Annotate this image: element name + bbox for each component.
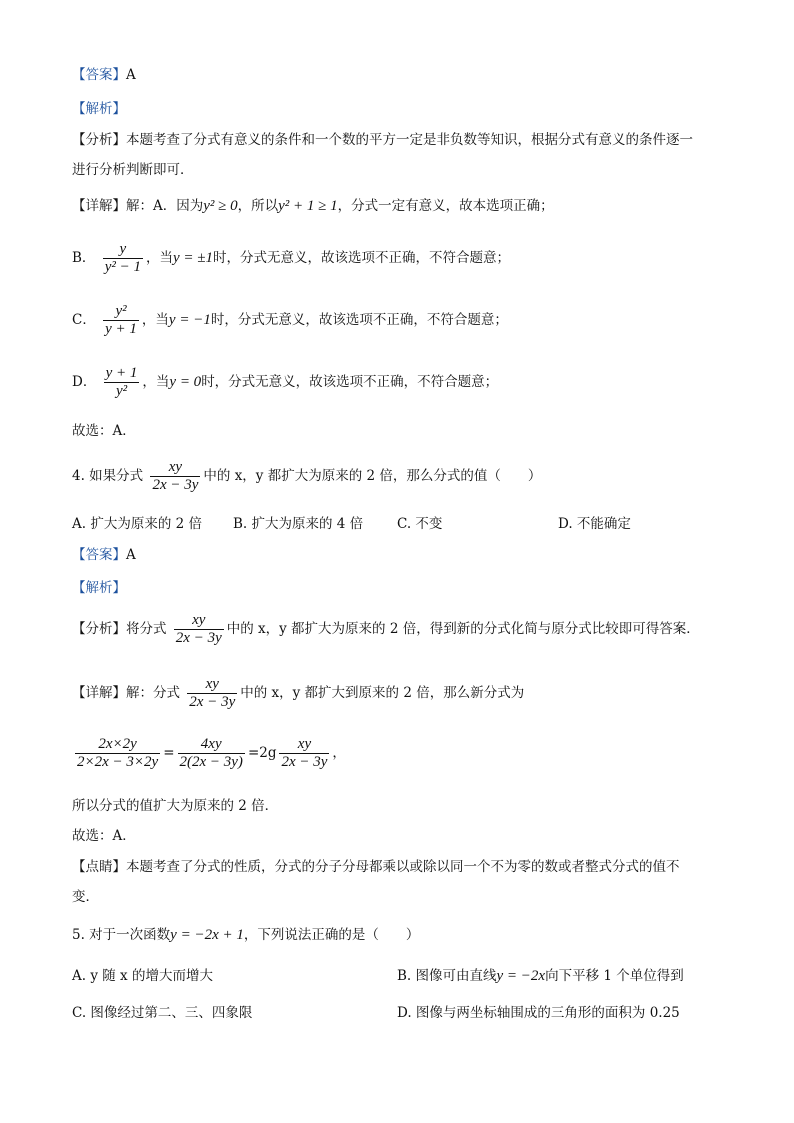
option-text: 时，分式无意义，故该选项不正确，不符合题意； [210, 312, 508, 328]
math-expr: y = −1 [168, 312, 211, 328]
fraction-numerator: 4xy [200, 736, 222, 752]
q3-option-d [72, 365, 498, 400]
fraction-denominator: y² − 1 [104, 259, 141, 275]
punctuation: ， [332, 745, 346, 761]
q3-fenxi-line1 [72, 130, 693, 150]
q4-equation [72, 736, 346, 771]
option-text: 时，分式无意义，故该选项不正确，不符合题意； [213, 250, 511, 266]
q5-option-d: D. 图像与两坐标轴围成的三角形的面积为 0.25 [397, 1005, 680, 1021]
math-expr: y = −2x + 1 [170, 927, 244, 943]
fenxi-text: 中的 x，y 都扩大为原来的 2 倍，得到新的分式化简与原分式比较即可得答案． [226, 621, 700, 637]
fraction [103, 241, 143, 276]
math-expr: y = −2x [496, 968, 546, 984]
fenxi-text-cont: 进行分析判断即可． [72, 162, 194, 178]
q4-option-b: B. 扩大为原来的 4 倍 [233, 516, 364, 532]
fraction [150, 459, 200, 494]
fraction [103, 303, 139, 338]
fraction-numerator: xy [297, 736, 312, 752]
option-text: 向下平移 1 个单位得到 [545, 968, 684, 984]
xiangjie-text: ，所以 [237, 198, 279, 214]
analysis-tag: 【解析】 [72, 101, 126, 117]
dianjing-tag: 【点睛】 [72, 859, 126, 875]
option-text: ，当 [142, 374, 170, 390]
math-expr: y² + 1 ≥ 1 [278, 198, 338, 214]
q3-option-c [72, 303, 508, 338]
fraction [75, 736, 160, 771]
q5-option-b [397, 966, 684, 986]
fraction [178, 736, 245, 771]
q4-dianjing-line1 [72, 857, 680, 877]
q3-choose [72, 421, 136, 441]
fraction-denominator: 2x − 3y [175, 630, 222, 646]
q3-analysis-line [72, 99, 126, 119]
analysis-tag: 【解析】 [72, 580, 126, 596]
q5-option-a: A. y 随 x 的增大而增大 [72, 968, 213, 984]
xiangjie-text: 中的 x，y 都扩大到原来的 2 倍，那么新分式为 [240, 685, 525, 701]
q3-xiangjie-line [72, 196, 554, 216]
math-expr: y² ≥ 0 [203, 198, 238, 214]
fraction-numerator: 2x×2y [98, 736, 137, 752]
fraction [187, 676, 237, 711]
fenxi-text: 本题考查了分式有意义的条件和一个数的平方一定是非负数等知识，根据分式有意义的条件逐一 [126, 132, 693, 148]
equals-sign: =2g [247, 745, 277, 761]
q4-option-a: A. 扩大为原来的 2 倍 [72, 516, 203, 532]
question-text: 中的 x，y 都扩大为原来的 2 倍，那么分式的值（ ） [203, 468, 542, 484]
q3-answer-line [72, 65, 136, 85]
option-text: ，当 [141, 312, 169, 328]
q4-stem [72, 459, 541, 494]
question-text: 5. 对于一次函数 [72, 927, 171, 943]
option-text: 时，分式无意义，故该选项不正确，不符合题意； [201, 374, 499, 390]
q4-fenxi-line [72, 612, 700, 647]
math-expr: y = ±1 [173, 250, 214, 266]
fraction-denominator: 2x − 3y [189, 694, 236, 710]
option-label: C． [72, 312, 96, 328]
xiangjie-tag: 【详解】 [72, 685, 126, 701]
fraction-numerator: xy [205, 676, 219, 692]
dianjing-text: 本题考查了分式的性质，分式的分子分母都乘以或除以同一个不为零的数或者整式分式的值不 [126, 859, 680, 875]
choose-text: 故选：A． [72, 423, 136, 439]
q4-option-c: C. 不变 [397, 516, 443, 532]
answer-tag: 【答案】 [72, 67, 126, 83]
fenxi-tag: 【分析】 [72, 621, 126, 637]
fraction-denominator: 2×2x − 3×2y [77, 754, 159, 770]
q5-stem [72, 925, 419, 945]
fenxi-tag: 【分析】 [72, 132, 126, 148]
fraction [104, 365, 140, 400]
fenxi-text: 将分式 [126, 621, 167, 637]
xiangjie-text: ，分式一定有意义，故本选项正确； [337, 198, 554, 214]
xiangjie-text: 解：A．因为 [126, 198, 204, 214]
q4-dianjing-line2: 变． [72, 889, 99, 905]
fraction-numerator: y [119, 241, 127, 257]
fraction-denominator: y² [104, 382, 140, 400]
option-text: B. 图像可由直线 [397, 968, 497, 984]
answer-value: A [126, 547, 136, 563]
fraction [174, 612, 224, 647]
fraction-denominator: y + 1 [105, 321, 137, 337]
fraction-denominator: 2x − 3y [152, 477, 199, 493]
xiangjie-tag: 【详解】 [72, 198, 126, 214]
option-label: D． [72, 374, 97, 390]
option-label: B． [72, 250, 96, 266]
fraction-numerator: xy [192, 612, 206, 628]
q4-option-d: D. 不能确定 [558, 516, 631, 532]
q3-option-b [72, 241, 510, 276]
q3-fenxi-line2 [72, 160, 194, 180]
question-text: 4. 如果分式 [72, 468, 144, 484]
fraction-denominator: 2x − 3y [281, 754, 328, 770]
answer-tag: 【答案】 [72, 547, 126, 563]
option-text: ，当 [146, 250, 173, 266]
q4-answer-line [72, 545, 136, 565]
xiangjie-text: 解：分式 [126, 685, 180, 701]
q5-option-c: C. 图像经过第二、三、四象限 [72, 1005, 253, 1021]
question-text: ，下列说法正确的是（ ） [243, 927, 420, 943]
fraction-numerator: y + 1 [105, 365, 138, 381]
equals-sign: = [163, 745, 175, 761]
fraction-denominator: 2(2x − 3y) [179, 754, 243, 770]
math-expr: y = 0 [169, 374, 202, 390]
q4-analysis-line [72, 578, 126, 598]
fraction [279, 736, 329, 771]
answer-value: A [126, 67, 136, 83]
q4-choose: 故选：A． [72, 828, 136, 844]
q4-conclusion: 所以分式的值扩大为原来的 2 倍． [72, 798, 279, 814]
fraction-numerator: y² [115, 303, 127, 319]
q4-xiangjie-line [72, 676, 524, 711]
fraction-numerator: xy [168, 459, 183, 475]
